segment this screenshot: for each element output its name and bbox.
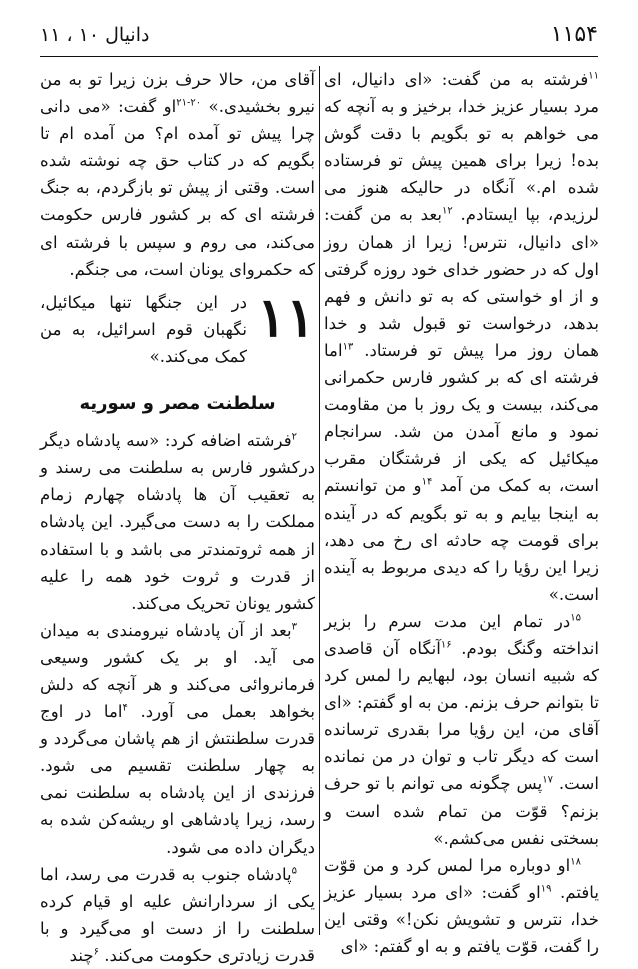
left-column <box>40 66 315 969</box>
verse-text: در این جنگها تنها میکائیل، نگهبان قوم اسرائیل، به من کمک می‌کند.» <box>40 292 247 366</box>
verse-text: اما در اوج قدرت سلطنتش از هم پاشان می‌گردد و به چهار سلطنت تقسیم می شود. فرزندی از این پادشاه به سلطنت نمی رسد، زیرا پادشاهی او ریشه‌کن شده به دیگران داده می شود. <box>40 702 315 857</box>
verse-text: آنگاه آن قاصدی که شبیه انسان بود، لبهایم را لمس کرد تا بتوانم حرف بزنم. من به او گفتم: «ای آقای من، این رؤیا مرا بقدری ترسانده است که دیگر تاب و توان در من نمانده است. <box>323 638 599 794</box>
verse-number: ۱۶ <box>440 639 452 651</box>
verse-number: ۲ <box>291 431 297 443</box>
verse-text: و من توانستم به اینجا بیایم و به تو بگویم که در آینده برای قومت چه حادثه ای رخ می دهد، زیرا این رؤیا را که دیدی مربوط به آینده است.» <box>324 476 599 604</box>
running-title: دانیال ۱۰ ، ۱۱ <box>40 24 150 46</box>
verse-text: در تمام این مدت سرم را بزیر انداخته وگنگ بودم. <box>324 611 600 658</box>
verse-text: اما فرشته ای که بر کشور فارس حکمرانی می‌کند، بیست و یک روز با من مقاومت نمود و مانع آمدن من شد. سرانجام میکائیل که یکی از فرشتگان مقرب است، به کمک من آمد <box>324 340 599 496</box>
right-column <box>324 66 599 960</box>
verse-number: ۱۸ <box>570 856 581 868</box>
verse-number: ۱۲ <box>441 205 453 217</box>
page-header <box>40 22 598 52</box>
paragraph <box>40 66 315 283</box>
chapter-start <box>40 284 315 370</box>
paragraph <box>40 617 315 861</box>
verse-number: ۱۳ <box>342 341 354 353</box>
page-number: ۱۱۵۴ <box>550 22 598 47</box>
paragraph <box>324 66 599 608</box>
verse-number: ۱۴ <box>421 476 433 488</box>
verse-text: پس چگونه می توانم با تو حرف بزنم؟ قوّت من تمام شده است و بسختی نفس می‌کشم.» <box>324 774 599 848</box>
verse-text: چند <box>69 945 94 965</box>
verse-number: ۱۹ <box>540 883 552 895</box>
verse-number: ۴ <box>122 702 128 714</box>
chapter-number: ۱۱ <box>256 284 315 349</box>
verse-text: آقای من، حالا حرف بزن زیرا تو به من نیرو بخشیدی.» <box>40 70 315 117</box>
verse-text: فرشته اضافه کرد: «سه پادشاه دیگر درکشور فارس به سلطنت می رسند و به تعقیب آن ها پادشاه چهارم زمام مملکت را به دست می‌گیرد. این پادشاه از همه ثروتمندتر می باشد و با استفاده از قدرت و ثروت خود همه را علیه کشور یونان تحریک می‌کند. <box>40 431 315 613</box>
verse-number: ۲۰-۲۱ <box>176 97 202 109</box>
paragraph <box>324 852 599 960</box>
column-divider <box>319 66 320 935</box>
paragraph <box>324 608 599 852</box>
verse-text: او دوباره مرا لمس کرد و من قوّت یافتم. <box>324 855 599 902</box>
paragraph <box>40 427 315 617</box>
verse-number: ۵ <box>291 865 297 877</box>
paragraph <box>40 861 315 969</box>
verse-number: ۳ <box>291 621 297 633</box>
section-heading: سلطنت مصر و سوریه <box>79 393 276 415</box>
verse-text: بعد به من گفت: «ای دانیال، نترس! زیرا از همان روز اول که در حضور خدای خود روزه گرفتی و از او خواستی که به تو دانش و فهم بدهد، درخواست تو قبول شد و خدا همان روز مرا پیش تو فرستاد. <box>324 205 599 360</box>
verse-text: او گفت: «ای مرد بسیار عزیز خدا، نترس و تشویش نکن!» وقتی این را گفت، قوّت یافتم و به او گفتم: «ای <box>324 882 599 956</box>
header-rule <box>40 56 598 57</box>
verse-number: ۱۷ <box>542 774 554 786</box>
verse-text: او گفت: «می دانی چرا پیش تو آمده ام؟ من آمده ام تا بگویم که در کتاب حق چه نوشته شده است. وقتی از پیش تو بازگردم، به جنگ فرشته ای که بر کشور فارس حکومت می‌کند، می روم و سپس با فرشته ای که حکمروای یونان است، می جنگم. <box>40 97 315 279</box>
verse-text: پادشاه جنوب به قدرت می رسد، اما یکی از سردارانش علیه او قیام کرده سلطنت را از دست او می‌گیرد و با قدرت زیادتری حکومت می‌کند. <box>40 864 315 965</box>
verse-number: ۱۵ <box>570 612 581 624</box>
verse-number: ۶ <box>93 946 99 958</box>
verse-text: بعد از آن پادشاه نیرومندی به میدان می آید. او بر یک کشور وسیعی فرمانروائی می‌کند و هر آنچه که دلش بخواهد بعمل می آورد. <box>40 620 315 722</box>
verse-text: فرشته به من گفت: «ای دانیال، ای مرد بسیار عزیز خدا، برخیز و به آنچه که می خواهم به تو بگویم با دقت گوش بده! زیرا برای همین پیش تو فرستاده شده ام.» آنگاه در حالیکه هنوز می لرزیدم، بپا ایستادم. <box>324 70 600 225</box>
verse-number: ۱۱ <box>588 70 599 82</box>
